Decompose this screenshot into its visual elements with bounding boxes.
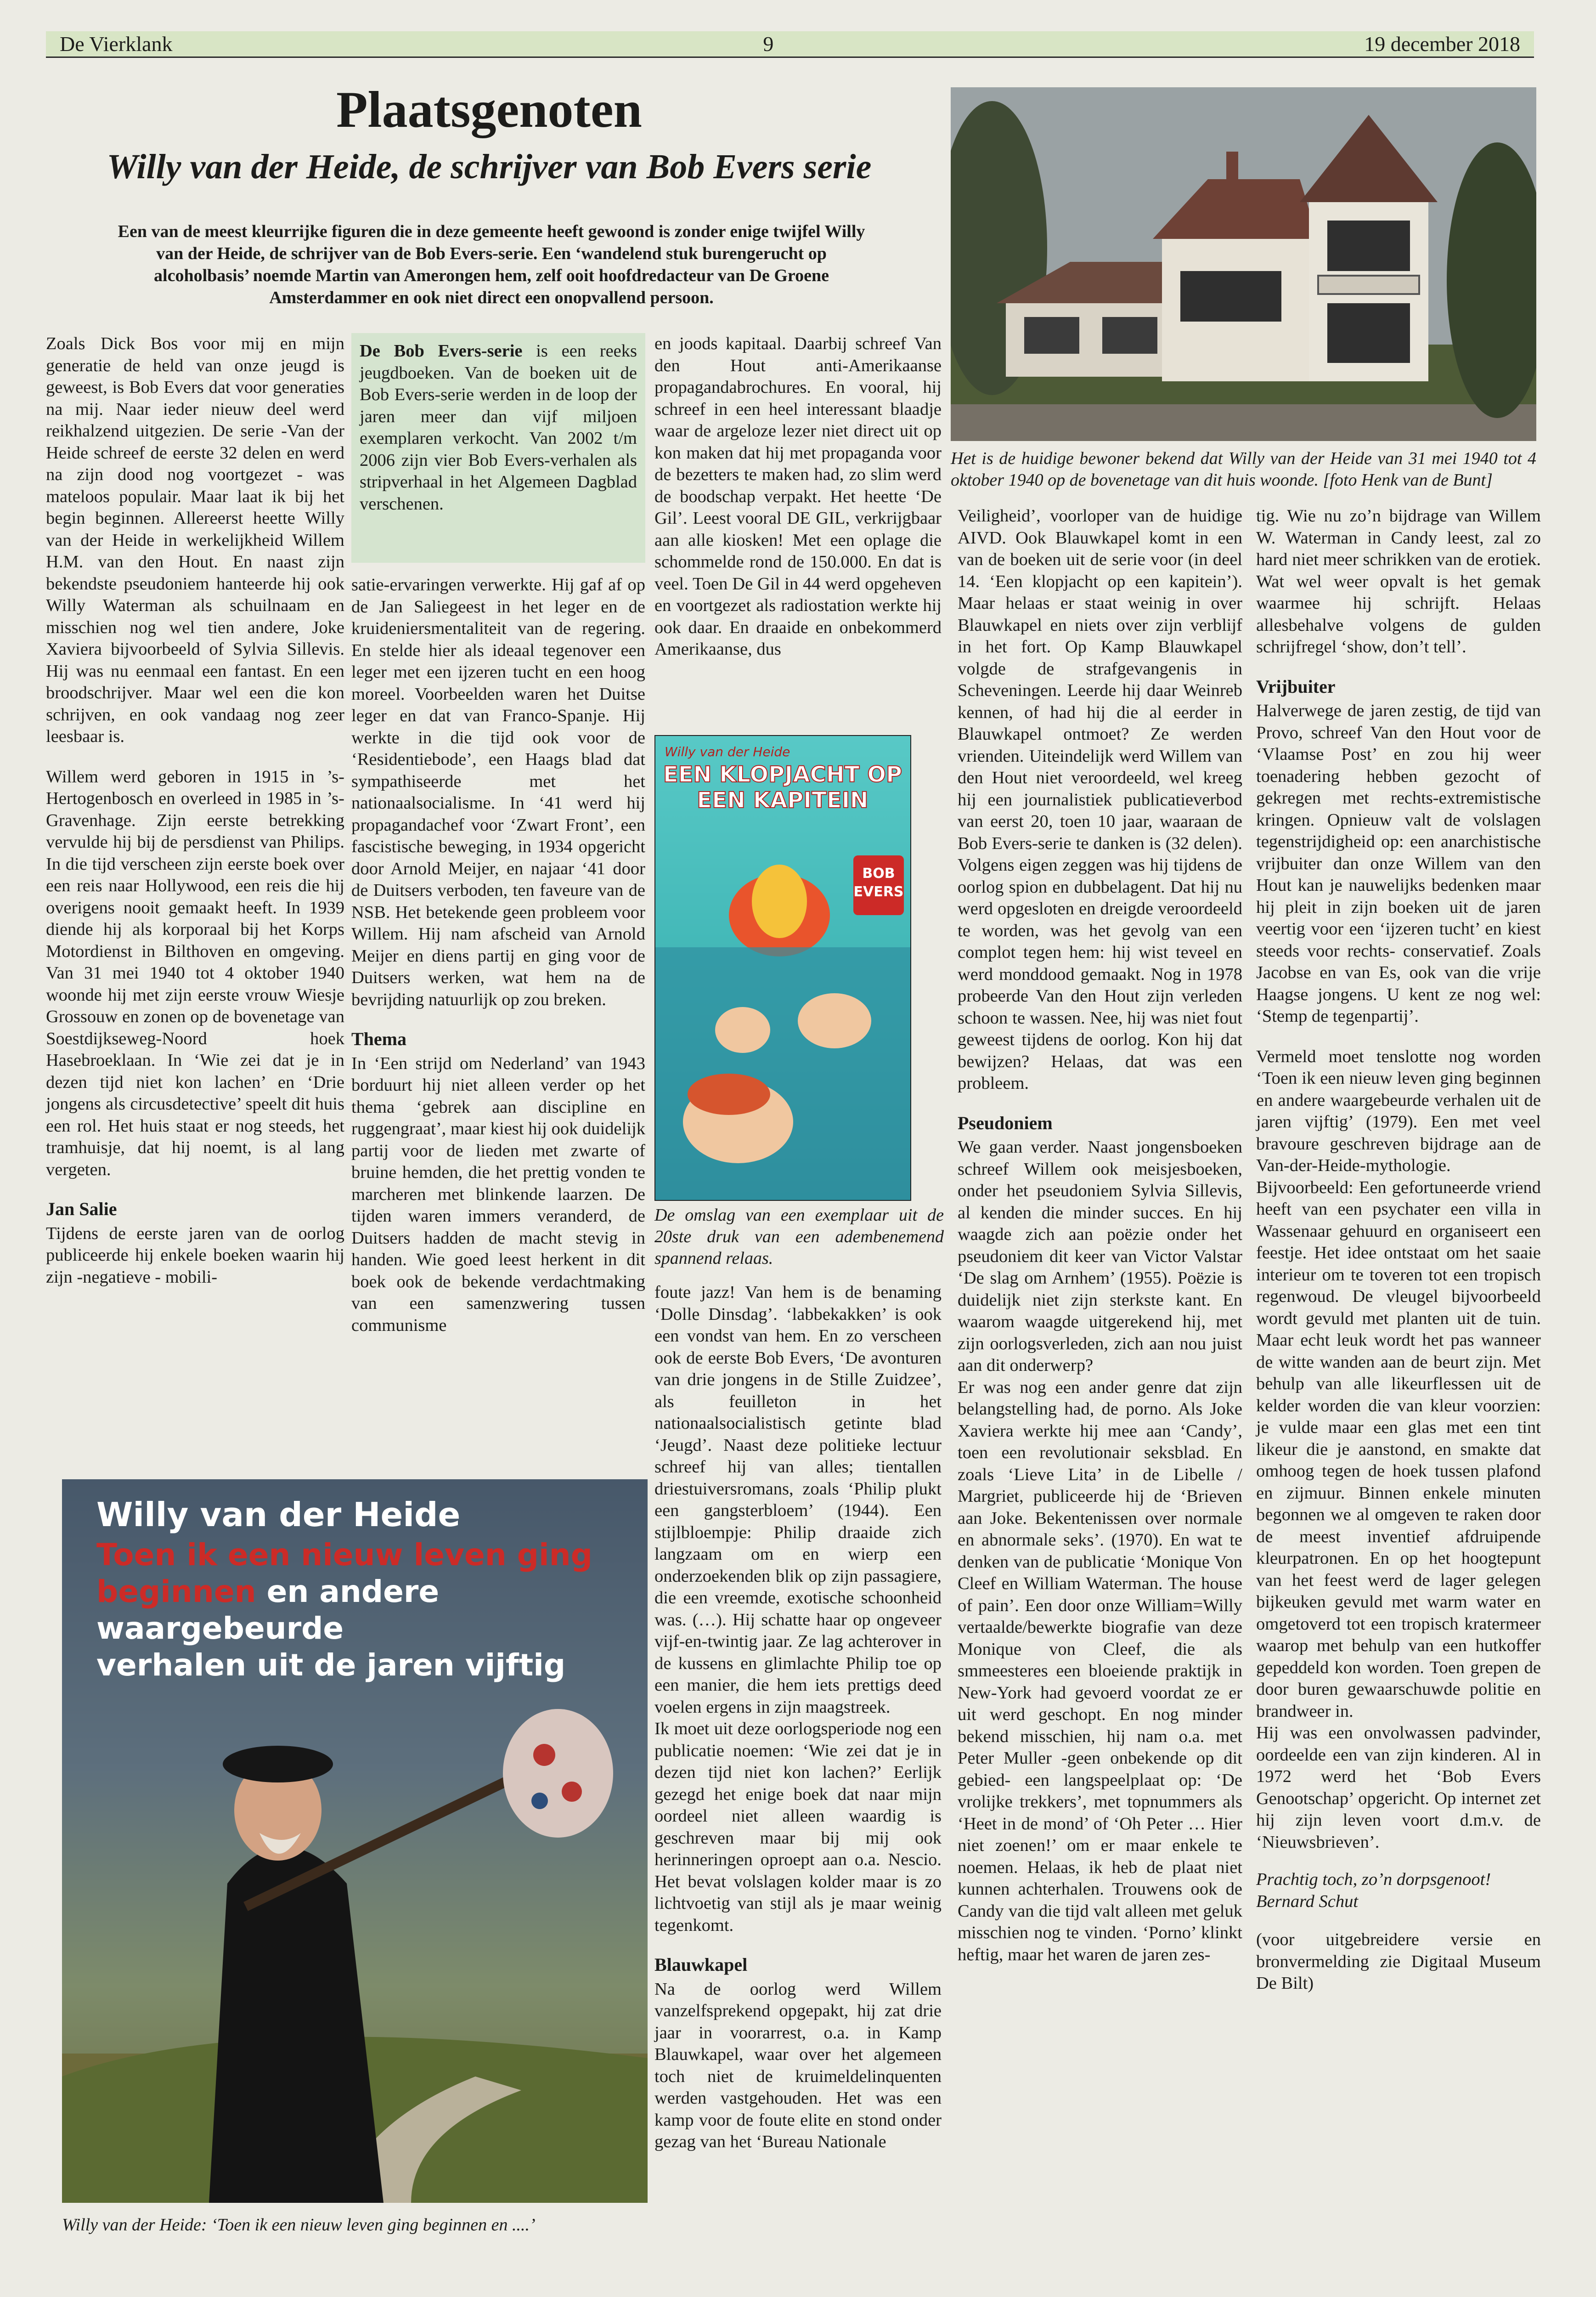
article-lead: Een van de meest kleurrijke figuren die in deze gemeente heeft gewoond is zonder enige twijfel Willy van der Heide, de schrijver van de Bob Evers-serie. Een ‘wandelend stuk burengerucht op alcoholbasis’ noemde Martin van Amerongen hem, zelf ooit hoofdredacteur van De Groene Amsterdammer en ook niet direct een onopvallend persoon. — [118, 222, 865, 307]
column-1 — [46, 333, 344, 1288]
house-photo — [951, 87, 1536, 441]
poster-author: Willy van der Heide — [96, 1495, 461, 1534]
masthead — [46, 31, 1534, 58]
paragraph: Halverwege de jaren zestig, de tijd van Provo, schreef Van den Hout voor de ‘Vlaamse Post’ en zou hij weer toenadering hebben gezocht of gekregen met rechts-extremistische kringen. Opnieuw valt de volslagen tegenstrijdigheid op: een anarchistische vrijbuiter dan onze Willem van den Hout kan je nauwelijks bedenken maar hij pleit in zijn boeken uit de jaren veertig voor een ‘ijzeren tucht’ en kiest steeds voor rechts- conservatief. Zoals Jacobse en van Es, ook van die vrije Haagse jongens. U kent ze nog wel: ‘Stemp de tegenpartij’. — [1256, 701, 1541, 1026]
poster-line: en andere waargebeurde — [96, 1574, 440, 1646]
house-photo-caption: Het is de huidige bewoner bekend dat Willy van der Heide van 31 mei 1940 tot 4 oktober 1940 op de bovenetage van dit huis woonde. [foto Henk van de Bunt] — [951, 449, 1536, 490]
book-title: EEN KLOPJACHT OP EEN KAPITEIN — [663, 762, 902, 813]
book-author: Willy van der Heide — [665, 744, 790, 759]
book-series-badge: BOB EVERS — [853, 855, 904, 915]
paragraph: satie-ervaringen verwerkte. Hij gaf af op de Jan Saliegeest in het leger en de kruideniersmentaliteit van de regering. En stelde hier als ideaal tegenover een leger met een ijzeren tucht en een hoog moreel. Voorbeelden waren het Duitse leger en dat van Franco-Spanje. Hij werkte in die tijd ook voor de ‘Residentiebode’, een Haags blad dat sympathiseerde met het nationaalsocialisme. In ‘41 werd hij propagandachef voor ‘Zwart Front’, een fascistische beweging, in 1934 opgericht door Arnold Meijer, en najaar ‘41 door de Duitsers verboden, ten faveure van de NSB. Het betekende geen probleem voor Willem. Hij nam afscheid van Arnold Meijer en diens partij en ging voor de Duitsers werken, wat hem na de bevrijding natuurlijk op zou breken. — [351, 575, 645, 1009]
issue-date: 19 december 2018 — [1364, 32, 1520, 56]
caption-line: De omslag van een exemplaar uit de — [654, 1205, 944, 1225]
column-5 — [1256, 505, 1541, 1995]
paragraph: Na de oorlog werd Willem vanzelfsprekend opgepakt, hij zat drie jaar in voorarrest, o.a. in Kamp Blauwkapel, waar over het algemeen toch niet de kruimeldelinquenten werden vastgehouden. Het was een kamp voor de foute elite en stond onder gezag van het ‘Bureau Nationale — [654, 1979, 942, 2151]
paragraph: Hij was een onvolwassen padvinder, oordeelde een van zijn kinderen. Al in 1972 werd het ‘Bob Evers Genootschap’ opgericht. Op internet zet hij zijn leven voort d.m.v. de ‘Nieuwsbrieven’. — [1256, 1723, 1541, 1852]
column-3-bottom — [654, 1282, 942, 2153]
paper-name: De Vierklank — [60, 32, 173, 56]
caption-line: 20ste druk van een adembenemend spannend relaas. — [654, 1227, 944, 1268]
paragraph: Willem werd geboren in 1915 in ’s-Hertogenbosch en overleed in 1985 in ’s-Gravenhage. Zijn eerste betrekking vervulde hij bij de persdienst van Philips. In die tijd verscheen zijn eerste boek over een reis naar Hollywood, een reis die hij overigens nooit gemaakt heeft. In 1939 diende hij als korporaal bij het Korps Motordienst in Bilthoven en omgeving. Van 31 mei 1940 tot 4 oktober 1940 woonde hij met zijn eerste vrouw Wiesje Grossouw en zonen op de bovenetage van Soestdijkseweg-Noord hoek Hasebroeklaan. In ‘Wie zei dat je in dezen tijd niet kon lachen’ en ‘Drie jongens als circusdetective’ speelt dit huis een rol. Het huis staat er nog steeds, het tramhuisje, dat hij noemt, is al lang vergeten. — [46, 767, 344, 1179]
section-heading: Vrijbuiter — [1256, 676, 1336, 697]
poster-line: Toen ik een nieuw leven ging — [96, 1537, 592, 1573]
column-3-top — [654, 333, 942, 661]
book-cover-image — [654, 735, 911, 1201]
book-illustration — [655, 736, 910, 1200]
paragraph: Veiligheid’, voorloper van de huidige AIVD. Ook Blauwkapel komt in een van de boeken uit de serie voor (in deel 14. ‘Een klopjacht op een kapitein’). Maar helaas er staat weinig in over Blauwkapel en niets over zijn verblijf in het fort. Op Kamp Blauwkapel volgde de strafgevangenis in Scheveningen. Leerde hij daar Weinreb kennen, of had hij die al eerder in Blauwkapel ontmoet? Ze werden vrienden. Uiteindelijk werd Willem van den Hout niet veroordeeld, wel kreeg hij een journalistiek publicatieverbod van eerst 20, toen 10 jaar, waaraan de Bob Evers-serie te danken is (32 delen). Volgens eigen zeggen was hij tijdens de oorlog spion en dubbelagent. Dat hij nu werd opgesloten en dreigde veroordeeld te worden, was het gevolg van een complot tegen hem: hij wist teveel en werd monddood gemaakt. Nog in 1978 probeerde Van den Hout zijn verleden schoon te wassen. Nee, hij was niet fout geweest tijdens de oorlog. Kon hij dat bewijzen? Helaas, dat was een probleem. — [958, 506, 1242, 1093]
house-illustration — [951, 87, 1536, 441]
paragraph: Tijdens de eerste jaren van de oorlog publiceerde hij enkele boeken waarin hij zijn -negatieve - mobili- — [46, 1223, 344, 1287]
paragraph: In ‘Een strijd om Nederland’ van 1943 borduurt hij niet alleen verder op het thema ‘gebrek aan discipline en ruggengraat’, maar kiest hij ook duidelijk partij voor de lieden met zwarte of bruine hemden, die het prettig vonden te marcheren met blinkende laarzen. De tijden waren immers veranderd, de Duitsers hadden de macht stevig in handen. Wie goed leest herkent in dit boek ook de bekende verdachtmaking van een samenzwering tussen communisme — [351, 1053, 645, 1335]
book-poster-image — [62, 1479, 648, 2203]
column-2 — [351, 574, 645, 1336]
article-title: Willy van der Heide, de schrijver van Bob Evers serie — [107, 147, 872, 186]
paragraph: We gaan verder. Naast jongensboeken schreef Willem ook meisjesboeken, onder het pseudoniem Sylvia Sillevis, al kenden die minder succes. En hij waagde zich aan poëzie onder het pseudoniem dit keer van Victor Valstar ‘De slag om Arnhem’ (1955). Poëzie is duidelijk niet zijn sterkste kant. En waarom waagde uitgerekend hij, met zijn oorlogsverleden, zich aan nou juist aan dit onderwerp? — [958, 1137, 1242, 1375]
section-kicker: Plaatsgenoten — [336, 81, 642, 138]
paragraph: foute jazz! Van hem is de benaming ‘Dolle Dinsdag’. ‘labbekakken’ is ook een vondst van hem. En zo verscheen ook de eerste Bob Evers, ‘De avonturen van drie jongens in de Stille Zuidzee’, als feuilleton in het nationaalsocialistisch getinte blad ‘Jeugd’. Naast deze politieke lectuur schreef hij van alles; tientallen driestuiversromans, zoals ‘Philip plukt een gangsterbloem’ (1944). Een stijlbloempje: Philip draaide zich langzaam om en wierp een onderzoekenden blik op zijn passagiere, die een vreemde, exotische schoonheid was. (…). Hij schatte haar op ongeveer vijf-en-twintig jaar. Ze lag achterover in de kussens en glimlachte Philip toe op een manier, die hem iets prettigs deed voelen ergens in zijn maagstreek. — [654, 1283, 942, 1717]
poster-caption: Willy van der Heide: ‘Toen ik een nieuw leven ging beginnen en ....’ — [62, 2215, 536, 2235]
bob-evers-sidebar — [351, 333, 645, 563]
column-4 — [958, 505, 1242, 1966]
poster-line: beginnen — [96, 1574, 256, 1609]
section-heading: Thema — [351, 1029, 406, 1049]
paragraph: en joods kapitaal. Daarbij schreef Van den Hout anti-Amerikaanse propagandabrochures. En vooral, hij schreef in een heel interessant blaadje waar de argeloze lezer niet direct uit op kon maken dat hij met propaganda voor de bezetters te maken had, zo slim werd de boodschap verpakt. Het heette ‘De Gil’. Leest vooral DE GIL, verkrijgbaar aan alle kiosken! Met een oplage die schommelde rond de 150.000. En dat is veel. Toen De Gil in 44 werd opgeheven en voortgezet als radiostation werkte hij ook daar. En draaide en onbekommerd Amerikaanse, dus — [654, 334, 942, 659]
author-signature: Bernard Schut — [1256, 1891, 1359, 1911]
poster-title — [96, 1537, 625, 1684]
sign-off-line: Prachtig toch, zo’n dorpsgenoot! — [1256, 1870, 1491, 1889]
section-heading: Pseudoniem — [958, 1112, 1053, 1133]
paragraph: tig. Wie nu zo’n bijdrage van Willem W. Waterman in Candy leest, zal zo hard niet meer schrikken van de erotiek. Wat wel weer opvalt is het gemak waarmee hij schrijft. Helaas allesbehalve volgens de gulden schrijfregel ‘show, don’t tell’. — [1256, 506, 1541, 656]
paragraph: Er was nog een ander genre dat zijn belangstelling had, de porno. Als Joke Xaviera werkte hij mee aan ‘Candy’, toen een revolutionair seksblad. En zoals ‘Lieve Lita’ in de Libelle / Margriet, publiceerde hij de ‘Brieven aan Joke. Bekentenissen over normale en abnormale seks’. (1970). En wat te denken van de publicatie ‘Monique Von Cleef en William Waterman. The house of pain’. Een door onze William=Willy vertaalde/bewerkte biografie van deze Monique von Cleef, die als smmeesteres een bloeiende praktijk in New-York had gevoerd voordat ze er uit werd geschopt. En nog minder bekend misschien, hij nam o.a. met Peter Muller -geen onbekende op dit gebied- een langspeelplaat op: ‘De vrolijke trekkers’, met topnummers als ‘Heet in de mond’ of ‘Oh Peter … Hier niet zoenen!’ om er maar enkele te noemen. Helaas, ik heb de plaat niet kunnen achterhalen. Trouwens ook de Candy van die tijd valt alleen met geluk misschien nog te vinden. ‘Porno’ klinkt heftig, maar het waren de jaren zes- — [958, 1377, 1242, 1964]
sidebar-text: is een reeks jeugdboeken. Van de boeken uit de Bob Evers-serie werden in de loop der jaren meer dan vijf miljoen exemplaren verkocht. Van 2002 t/m 2006 zijn vier Bob Evers-verhalen als stripverhaal in het Algemeen Dagblad verschenen. — [360, 341, 637, 514]
book-cover-caption — [654, 1205, 944, 1269]
paragraph: Vermeld moet tenslotte nog worden ‘Toen ik een nieuw leven ging beginnen en andere waargebeurde verhalen uit de jaren vijftig’ (1979). Een met veel bravoure geschreven bijdrage aan de Van-der-Heide-mythologie. Bijvoorbeeld: Een gefortuneerde vriend heeft van een psychater een villa in Wassenaar gehuurd en organiseert een feestje. Het idee ontstaat om het saaie interieur om te toveren tot een tropisch regenwoud. De vleugel bijvoorbeeld wordt gevuld met planten uit de tuin. Maar echt leuk wordt het pas wanneer de witte wanden aan de beurt zijn. Met behulp van alle likeurflessen uit de kelder worden die van kleur voorzien: je vulde maar een glas met een tint likeur die je aanstond, en smakte dat omhoog tegen de hoek tussen plafond en zijmuur. Binnen enkele minuten begonnen we al omgeven te raken door de meest inventief afdruipende kleurpatronen. En op het hoogtepunt van het feest werd de lager gelegen bijkeuken gevuld met warm water en omgetoverd tot een tropisch kratermeer waarop met behulp van een hutkoffer gepeddeld kon worden. Toen grepen de door buren gewaarschuwde politie en brandweer in. — [1256, 1047, 1541, 1721]
section-heading: Blauwkapel — [654, 1954, 748, 1975]
paragraph: Ik moet uit deze oorlogsperiode nog een publicatie noemen: ‘Wie zei dat je in dezen tijd niet kon lachen?’ Eerlijk gezegd het enige boek dat naar mijn oordeel niet alleen waardig is geschreven maar bij mij ook herinneringen oproept aan o.a. Nescio. Het bevat volslagen kolder maar is zo lichtvoetig van stijl als je maar weinig tegenkomt. — [654, 1719, 942, 1935]
paragraph: Zoals Dick Bos voor mij en mijn generatie de held van onze jeugd is geweest, is Bob Evers dat voor generaties na mij. Naar ieder nieuw deel werd reikhalzend uitgezien. De serie -Van der Heide schreef de eerste 32 delen en werd na zijn dood nog voortgezet - was mateloos populair. Maar laat ik bij het begin beginnen. Allereerst heette Willy van der Heide in werkelijkheid Willem H.M. van den Hout. En naast zijn bekendste pseudoniem hanteerde hij ook Willy Waterman als schuilnaam en misschien nog wel tien andere, Joke Xaviera bijvoorbeeld of Sylvia Sillevis. Hij was nu eenmaal een fantast. En een broodschrijver. Maar wel een die kon schrijven, en ook vandaag nog zeer leesbaar is. — [46, 334, 344, 746]
source-note: (voor uitgebreidere versie en bronvermelding zie Digitaal Museum De Bilt) — [1256, 1930, 1541, 1993]
page-number: 9 — [763, 32, 774, 56]
sidebar-lead: De Bob Evers-serie — [360, 341, 523, 361]
poster-line: verhalen uit de jaren vijftig — [96, 1647, 566, 1683]
section-heading: Jan Salie — [46, 1199, 117, 1219]
